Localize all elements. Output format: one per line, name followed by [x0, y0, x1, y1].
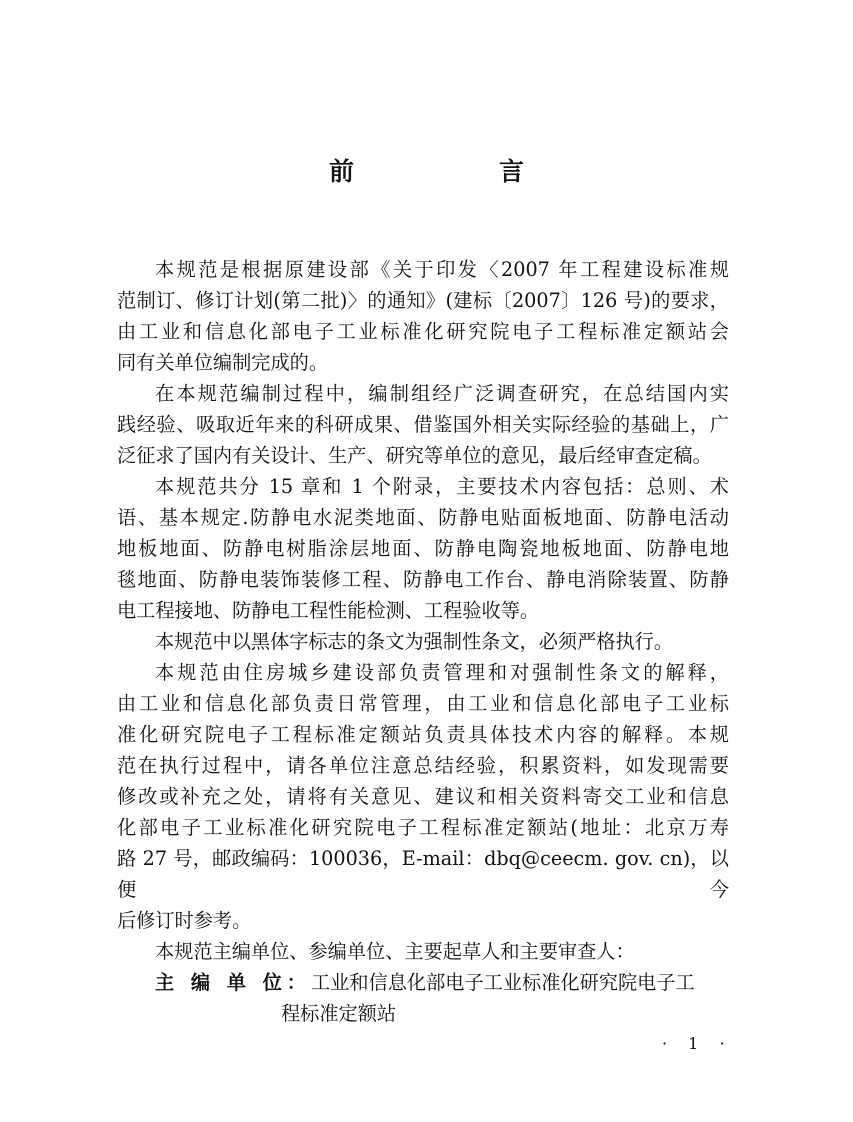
text-line: 由工业和信息化部负责日常管理，由工业和信息化部电子工业标: [117, 692, 729, 715]
text-line: 范制订、修订计划(第二批)〉的通知》(建标〔2007〕126 号)的要求，: [117, 289, 729, 312]
text-line: 本规范主编单位、参编单位、主要起草人和主要审查人：: [155, 940, 635, 963]
text-line: 本规范是根据原建设部《关于印发〈2007 年工程建设标准规: [155, 258, 729, 281]
page-number: · 1 ·: [662, 1034, 733, 1053]
paragraph-2: [117, 378, 729, 471]
text-line: 路 27 号，邮政编码：100036，E-mail：dbq@ceecm. gov. cn)，以便今: [117, 847, 729, 901]
text-line: 本规范共分 15 章和 1 个附录，主要技术内容包括：总则、术: [155, 475, 729, 498]
chief-editor-value: 工业和信息化部电子工业标准化研究院电子工: [310, 971, 695, 994]
text-line: 修改或补充之处，请将有关意见、建议和相关资料寄交工业和信息: [117, 785, 729, 808]
paragraph-4: [117, 626, 729, 657]
chief-editor-entry: [117, 967, 729, 1029]
text-line: 电工程接地、防静电工程性能检测、工程验收等。: [117, 599, 540, 622]
chief-editor-value-continued: 程标准定额站: [281, 1002, 397, 1025]
text-line: 语、基本规定.防静电水泥类地面、防静电贴面板地面、防静电活动: [117, 506, 729, 529]
paragraph-6: [117, 936, 729, 967]
text-line: 范在执行过程中，请各单位注意总结经验，积累资料，如发现需要: [117, 754, 729, 777]
paragraph-3: [117, 471, 729, 626]
text-line: 毯地面、防静电装饰装修工程、防静电工作台、静电消除装置、防静: [117, 568, 729, 591]
text-line: 化部电子工业标准化研究院电子工程标准定额站(地址：北京万寿: [117, 816, 729, 839]
paragraph-1: [117, 254, 729, 378]
text-line: 由工业和信息化部电子工业标准化研究院电子工程标准定额站会: [117, 320, 729, 343]
preface-body: [117, 254, 729, 1029]
text-line: 本规范中以黑体字标志的条文为强制性条文，必须严格执行。: [155, 630, 674, 653]
text-line: 准化研究院电子工程标准定额站负责具体技术内容的解释。本规: [117, 723, 729, 746]
text-line: 后修订时参考。: [117, 909, 252, 932]
text-line: 践经验、吸取近年来的科研成果、借鉴国外相关实际经验的基础上，广: [117, 413, 729, 436]
chief-editor-label: 主 编 单 位：: [155, 971, 311, 994]
text-line: 在本规范编制过程中，编制组经广泛调查研究，在总结国内实: [155, 382, 729, 405]
text-line: 泛征求了国内有关设计、生产、研究等单位的意见，最后经审查定稿。: [117, 444, 712, 467]
text-line: 本规范由住房城乡建设部负责管理和对强制性条文的解释，: [155, 661, 729, 684]
text-line: 同有关单位编制完成的。: [117, 351, 329, 374]
paragraph-5: [117, 657, 729, 936]
text-line: 地板地面、防静电树脂涂层地面、防静电陶瓷地板地面、防静电地: [117, 537, 729, 560]
page-title: 前 言: [328, 157, 584, 186]
